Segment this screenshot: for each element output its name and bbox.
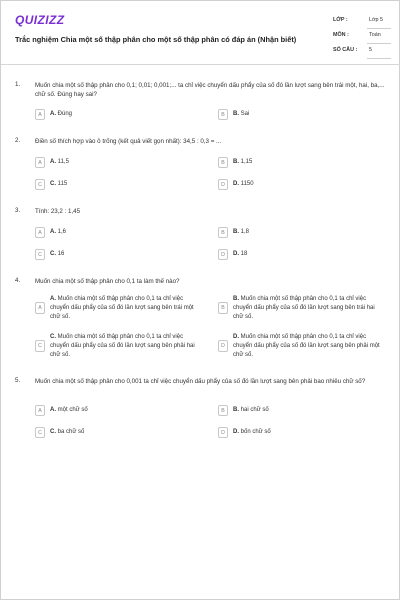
meta-info (333, 14, 389, 59)
option-key-box: C (35, 340, 45, 352)
question-4 (15, 277, 387, 367)
option-key-box: A (35, 227, 45, 238)
option-key-box: D (218, 340, 228, 352)
option-key-box: D (218, 249, 228, 260)
option-key-box: C (35, 427, 45, 438)
option-key-box: B (218, 227, 228, 238)
option-text: 16 (57, 251, 65, 257)
question-2 (15, 137, 387, 193)
option-letter: C. (50, 251, 56, 257)
option-text: Muốn chia một số thập phân cho 0,1 ta chỉ việc chuyển dấu phẩy của số đó lần lượt sang bên trái hai chữ số. (233, 296, 375, 320)
option-key-box: C (35, 179, 45, 190)
question-number: 4. (15, 277, 21, 284)
option-letter: B. (233, 407, 239, 413)
question-text: Điền số thích hợp vào ô trống (kết quả viết gọn nhất): 34,5 : 0,3 = ... (35, 138, 222, 145)
option-letter: A. (50, 159, 56, 165)
option-text: Muốn chia một số thập phân cho 0,1 ta chỉ việc chuyển dấu phẩy của số đó lần lượt sang bên phải hai chữ số. (50, 334, 195, 358)
option-key-box: B (218, 405, 228, 416)
option-key-box: B (218, 157, 228, 168)
meta-label: MÔN : (333, 32, 349, 38)
option-letter: A. (50, 229, 56, 235)
option-text: hai chữ số (240, 407, 269, 413)
option-text: 115 (57, 181, 68, 187)
option-text: Muốn chia một số thập phân cho 0,1 ta chỉ việc chuyển dấu phẩy của số đó lần lượt sang bên trái một chữ số. (50, 296, 194, 320)
option-text: Đúng (57, 111, 73, 117)
option-text: 1150 (240, 181, 254, 187)
question-1 (15, 81, 387, 131)
option-key-box: A (35, 109, 45, 120)
option-text: 1,15 (240, 159, 253, 165)
page-title: Trắc nghiệm Chia một số thập phân cho một số thập phân có đáp án (Nhận biết) (15, 35, 297, 44)
option-letter: D. (233, 181, 239, 187)
option-text: Muốn chia một số thập phân cho 0,1 ta chỉ việc chuyển dấu phẩy của số đó lần lượt sang bên phải một chữ số. (233, 334, 380, 358)
meta-value: 5 (369, 47, 372, 53)
question-number: 2. (15, 137, 21, 144)
question-text: Muốn chia một số thập phân cho 0,1 ta làm thế nào? (35, 278, 180, 285)
question-text: Muốn chia một số thập phân cho 0,1; 0,01; 0,001;... ta chỉ việc chuyển dấu phẩy của số đó lần lượt sang bên trái một, hai, ba,... chữ số. Đúng hay sai? (35, 82, 385, 98)
question-text: Muốn chia một số thập phân cho 0,001 ta chỉ việc chuyển dấu phẩy của số đó lần lượt sang bên phải bao nhiêu chữ số? (35, 378, 366, 385)
option-key-box: B (218, 302, 228, 314)
option-text: một chữ số (57, 407, 88, 413)
question-number: 5. (15, 377, 21, 384)
option-text: ba chữ số (57, 429, 85, 435)
question-5 (15, 377, 387, 447)
meta-value: Toán (369, 32, 381, 38)
meta-underline (367, 58, 391, 59)
option-letter: A. (50, 407, 56, 413)
option-letter: D. (233, 429, 239, 435)
worksheet-header (1, 1, 400, 65)
option-key-box: A (35, 405, 45, 416)
option-text: bốn chữ số (240, 429, 271, 435)
option-letter: A. (50, 296, 56, 302)
option-letter: B. (233, 159, 239, 165)
option-letter: C. (50, 181, 56, 187)
option-letter: B. (233, 229, 239, 235)
option-key-box: A (35, 157, 45, 168)
option-letter: D. (233, 251, 239, 257)
question-number: 3. (15, 207, 21, 214)
meta-row-class (333, 14, 389, 29)
option-text: 11,5 (57, 159, 69, 165)
question-number: 1. (15, 81, 21, 88)
quizizz-logo: QUIZIZZ (15, 13, 65, 27)
meta-label: LỚP : (333, 17, 348, 23)
option-letter: B. (233, 296, 239, 302)
question-3 (15, 207, 387, 263)
question-text: Tính: 23,2 : 1,45 (35, 208, 81, 215)
meta-label: SỐ CÂU : (333, 47, 358, 53)
option-text: Sai (240, 111, 250, 117)
meta-value: Lớp 5 (369, 17, 384, 23)
option-letter: C. (50, 334, 56, 340)
meta-row-subject (333, 29, 389, 44)
option-letter: A. (50, 111, 56, 117)
option-text: 1,6 (57, 229, 67, 235)
option-letter: C. (50, 429, 56, 435)
option-key-box: D (218, 427, 228, 438)
option-text: 1,8 (240, 229, 250, 235)
option-letter: D. (233, 334, 239, 340)
option-text: 18 (240, 251, 248, 257)
option-key-box: C (35, 249, 45, 260)
option-key-box: B (218, 109, 228, 120)
option-key-box: D (218, 179, 228, 190)
option-key-box: A (35, 302, 45, 314)
meta-row-count (333, 44, 389, 59)
option-letter: B. (233, 111, 239, 117)
